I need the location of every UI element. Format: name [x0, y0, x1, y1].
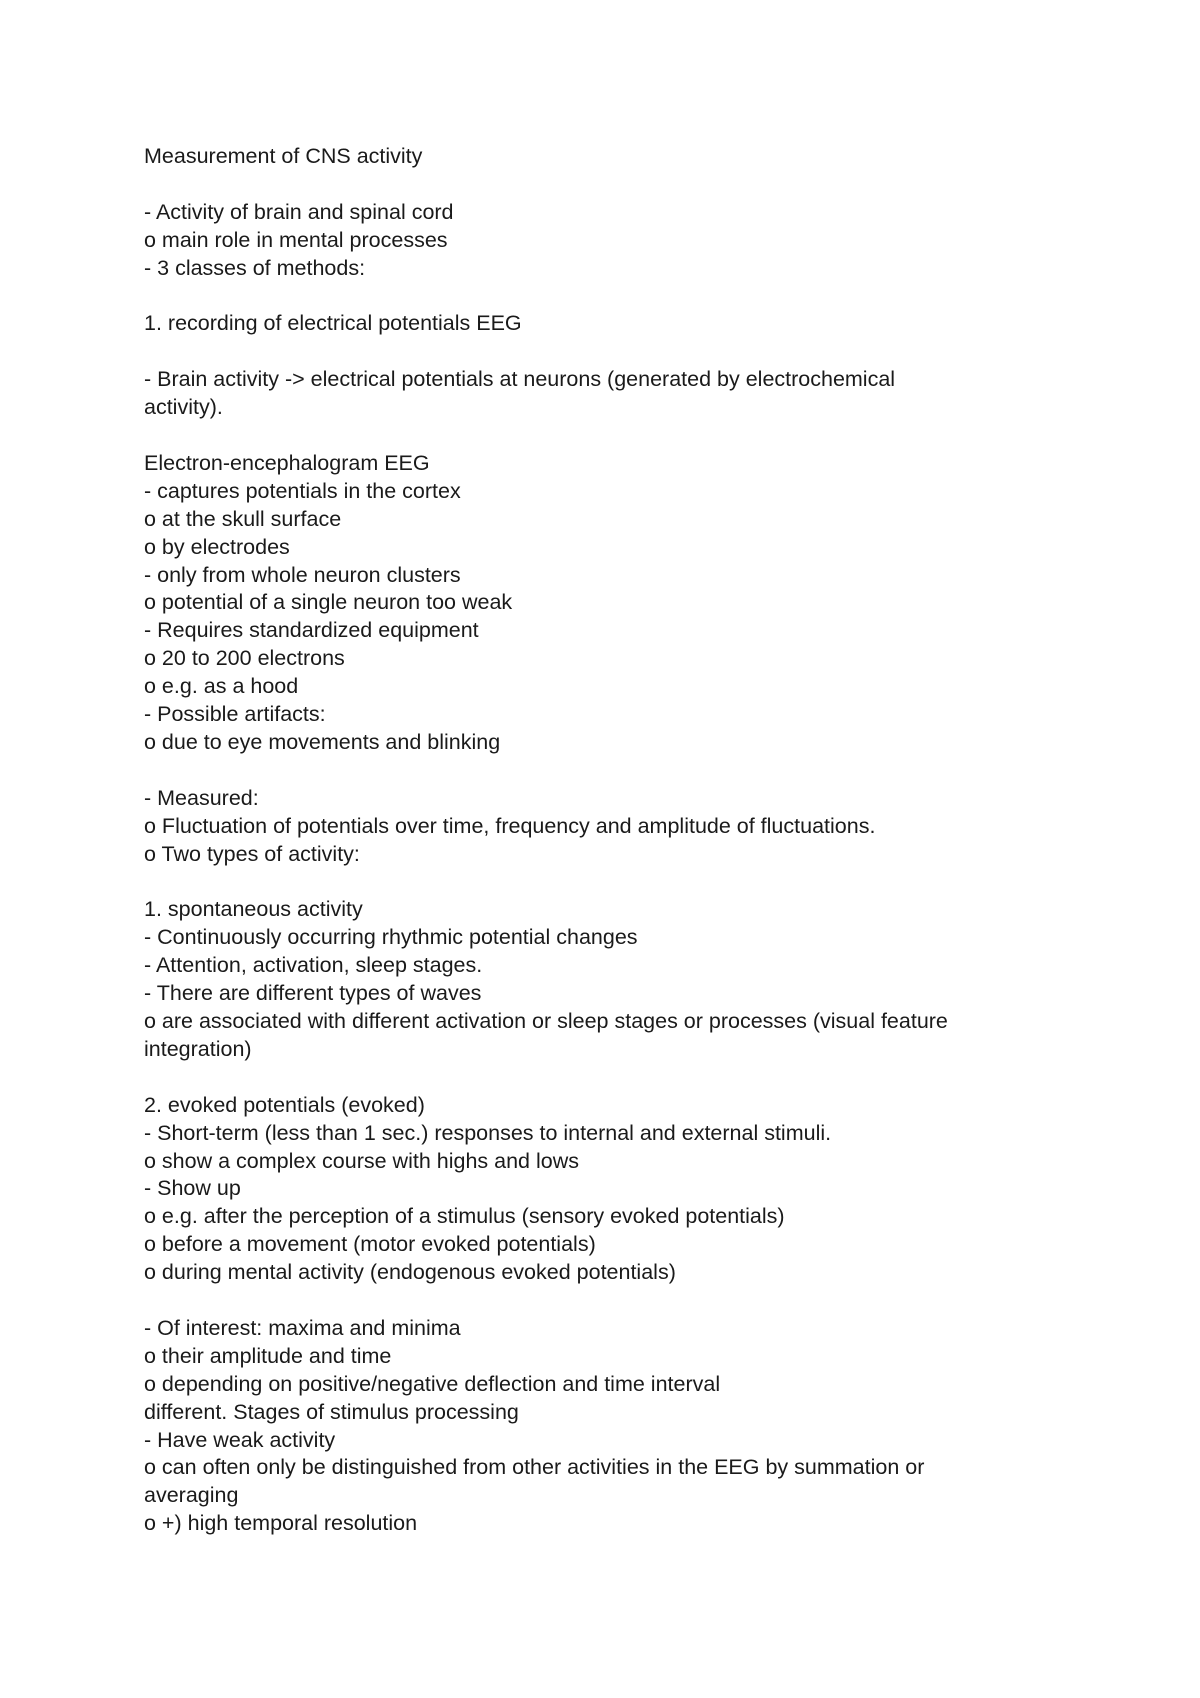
text-line: - Requires standardized equipment — [144, 618, 479, 643]
text-line: - Activity of brain and spinal cord — [144, 199, 454, 224]
text-line: o e.g. as a hood — [144, 674, 299, 699]
text-block — [144, 310, 1074, 338]
text-line: 1. recording of electrical potentials EEG — [144, 311, 522, 336]
text-line: averaging — [144, 1483, 239, 1508]
text-line: o Fluctuation of potentials over time, frequency and amplitude of fluctuations. — [144, 813, 876, 838]
paragraph-spacer — [144, 283, 1074, 311]
paragraph-spacer — [144, 171, 1074, 199]
paragraph-spacer — [144, 422, 1074, 450]
text-line: integration) — [144, 1036, 252, 1061]
paragraph-spacer — [144, 338, 1074, 366]
text-block — [144, 785, 1074, 869]
text-block — [144, 1092, 1074, 1287]
paragraph-spacer — [144, 1064, 1074, 1092]
text-line: o Two types of activity: — [144, 841, 360, 866]
text-line: - There are different types of waves — [144, 981, 482, 1006]
text-line: activity). — [144, 395, 223, 420]
text-line: - Measured: — [144, 785, 259, 810]
text-line: o during mental activity (endogenous evoked potentials) — [144, 1260, 676, 1285]
text-line: different. Stages of stimulus processing — [144, 1399, 519, 1424]
text-line: - Continuously occurring rhythmic potential changes — [144, 925, 638, 950]
text-block — [144, 366, 1074, 422]
text-block — [144, 450, 1074, 757]
paragraph-spacer — [144, 757, 1074, 785]
text-line: o depending on positive/negative deflection and time interval — [144, 1371, 721, 1396]
text-line: o show a complex course with highs and lows — [144, 1148, 579, 1173]
text-block — [144, 896, 1074, 1063]
text-line: o can often only be distinguished from other activities in the EEG by summation or — [144, 1455, 925, 1480]
text-line: - captures potentials in the cortex — [144, 478, 461, 503]
text-line: - Short-term (less than 1 sec.) responses to internal and external stimuli. — [144, 1120, 832, 1145]
text-line: - Attention, activation, sleep stages. — [144, 953, 483, 978]
text-line: - Have weak activity — [144, 1427, 336, 1452]
text-line: - Of interest: maxima and minima — [144, 1315, 461, 1340]
text-line: o their amplitude and time — [144, 1343, 392, 1368]
text-line: o +) high temporal resolution — [144, 1511, 418, 1536]
document-body — [144, 143, 1074, 1538]
text-line: - Show up — [144, 1176, 241, 1201]
text-line: 1. spontaneous activity — [144, 897, 363, 922]
text-line: o are associated with different activation or sleep stages or processes (visual feature — [144, 1009, 948, 1033]
text-line: o 20 to 200 electrons — [144, 646, 345, 671]
text-block — [144, 199, 1074, 283]
document-title: Measurement of CNS activity — [144, 144, 423, 168]
text-line: o e.g. after the perception of a stimulus (sensory evoked potentials) — [144, 1204, 785, 1229]
text-line: - Brain activity -> electrical potentials at neurons (generated by electrochemical — [144, 367, 896, 392]
text-line: - only from whole neuron clusters — [144, 562, 461, 587]
text-line: o before a movement (motor evoked potentials) — [144, 1232, 596, 1257]
text-block — [144, 1315, 1074, 1538]
text-line: - 3 classes of methods: — [144, 255, 366, 280]
text-line: 2. evoked potentials (evoked) — [144, 1092, 425, 1117]
text-line: - Possible artifacts: — [144, 702, 326, 727]
text-line: o main role in mental processes — [144, 227, 448, 252]
text-line: o by electrodes — [144, 534, 290, 559]
text-line: o at the skull surface — [144, 506, 342, 531]
text-line: o potential of a single neuron too weak — [144, 590, 513, 615]
text-line: o due to eye movements and blinking — [144, 729, 501, 754]
text-line: Electron-encephalogram EEG — [144, 450, 430, 475]
paragraph-spacer — [144, 1287, 1074, 1315]
paragraph-spacer — [144, 868, 1074, 896]
